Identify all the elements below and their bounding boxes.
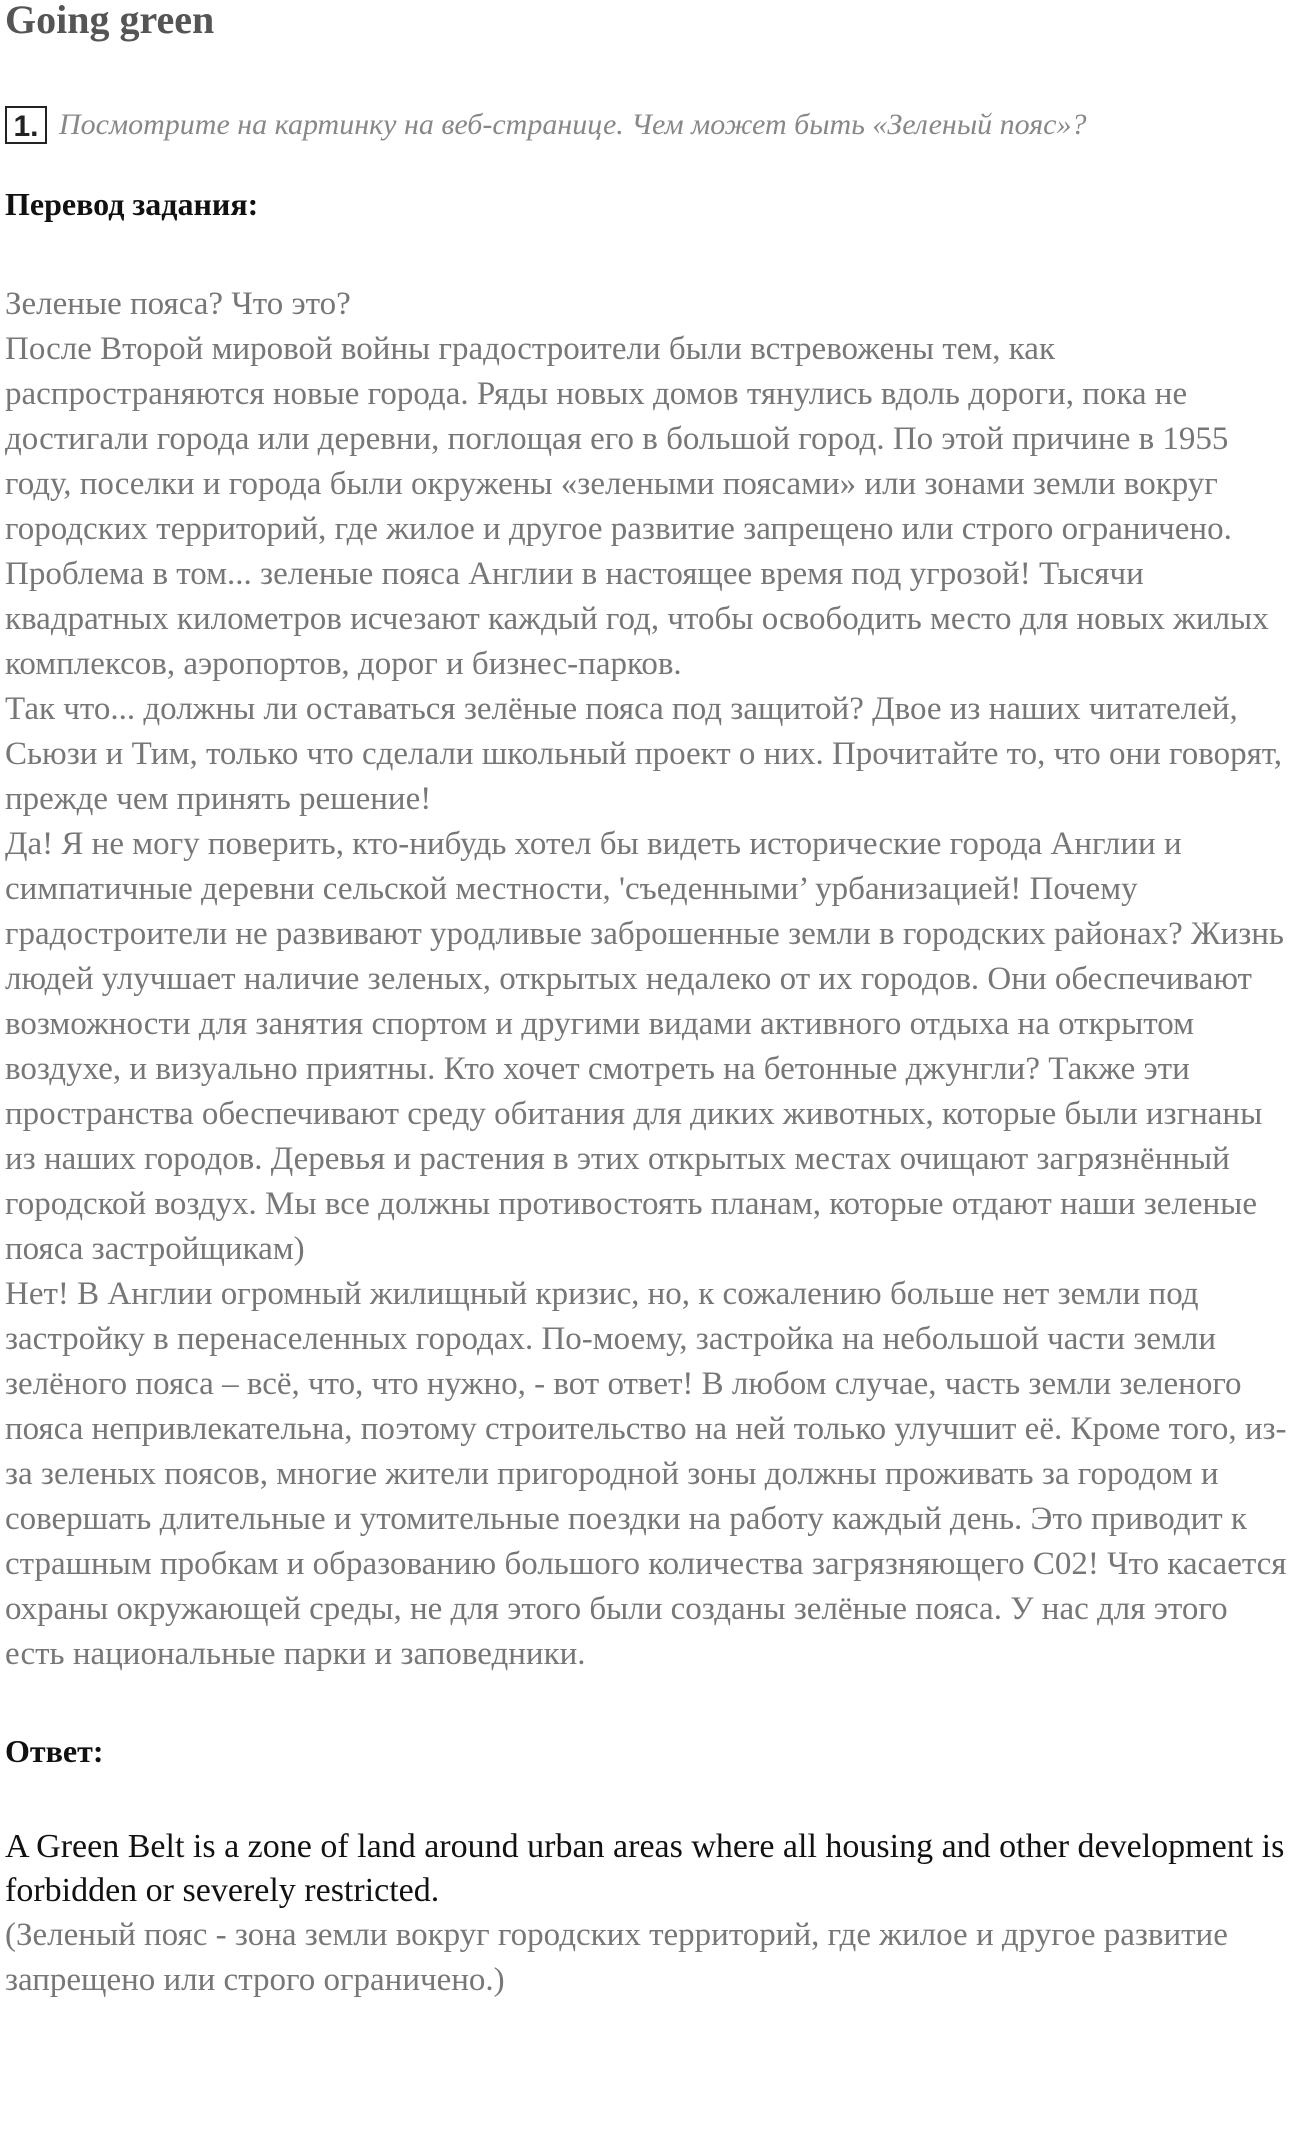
task-number-badge: 1. (5, 106, 47, 144)
task-text: Посмотрите на картинку на веб-странице. Чем может быть «Зеленый пояс»? (59, 108, 1087, 141)
paragraph: После Второй мировой войны градостроители были встревожены тем, как распространяются новые города. Ряды новых домов тянулись вдоль дороги, пока не достигали города или деревни, поглощая его в большой город. По этой причине в 1955 году, поселки и города были окружены «зелеными поясами» или зонами земли вокруг городских территорий, где жилое и другое развитие запрещено или строго ограничено. Проблема в том... зеленые пояса Англии в настоящее время под угрозой! Тысячи квадратных километров исчезают каждый год, чтобы освободить место для новых жилых комплексов, аэропортов, дорог и бизнес-парков. (5, 331, 1269, 682)
answer-translation: (Зеленый пояс - зона земли вокруг городских территорий, где жилое и другое развитие запрещено или строго ограничено.) (5, 1917, 1228, 1998)
page-title: Going green (5, 0, 215, 42)
task-line (5, 100, 1295, 150)
paragraph: Нет! В Англии огромный жилищный кризис, но, к сожалению больше нет земли под застройку в перенаселенных городах. По-моему, застройка на небольшой части земли зелёного пояса – всё, что, что нужно, - вот ответ! В любом случае, часть земли зеленого пояса непривлекательна, поэтому строительство на ней только улучшит её. Кроме того, из-за зеленых поясов, многие жители пригородной зоны должны проживать за городом и совершать длительные и утомительные поездки на работу каждый день. Это приводит к страшным пробкам и образованию большого количества загрязняющего C02! Что касается охраны окружающей среды, не для этого были созданы зелёные пояса. У нас для этого есть национальные парки и заповедники. (5, 1276, 1287, 1672)
paragraph: Да! Я не могу поверить, кто-нибудь хотел бы видеть исторические города Англии и симпатичные деревни сельской местности, 'съеденными’ урбанизацией! Почему градостроители не развивают уродливые заброшенные земли в городских районах? Жизнь людей улучшает наличие зеленых, открытых недалеко от их городов. Они обеспечивают возможности для занятия спортом и другими видами активного отдыха на открытом воздухе, и визуально приятны. Кто хочет смотреть на бетонные джунгли? Также эти пространства обеспечивают среду обитания для диких животных, которые были изгнаны из наших городов. Деревья и растения в этих открытых местах очищают загрязнённый городской воздух. Мы все должны противостоять планам, которые отдают наши зеленые пояса застройщикам) (5, 826, 1284, 1267)
answer-text: A Green Belt is a zone of land around urban areas where all housing and other development is forbidden or severely restricted. (5, 1828, 1285, 1909)
translation-body (5, 282, 1295, 1677)
answer-heading: Ответ: (5, 1733, 104, 1769)
paragraph: Зеленые пояса? Что это? (5, 286, 351, 322)
paragraph: Так что... должны ли оставаться зелёные пояса под защитой? Двое из наших читателей, Сьюзи и Тим, только что сделали школьный проект о них. Прочитайте то, что они говорят, прежде чем принять решение! (5, 691, 1282, 817)
translation-heading: Перевод задания: (5, 186, 259, 222)
